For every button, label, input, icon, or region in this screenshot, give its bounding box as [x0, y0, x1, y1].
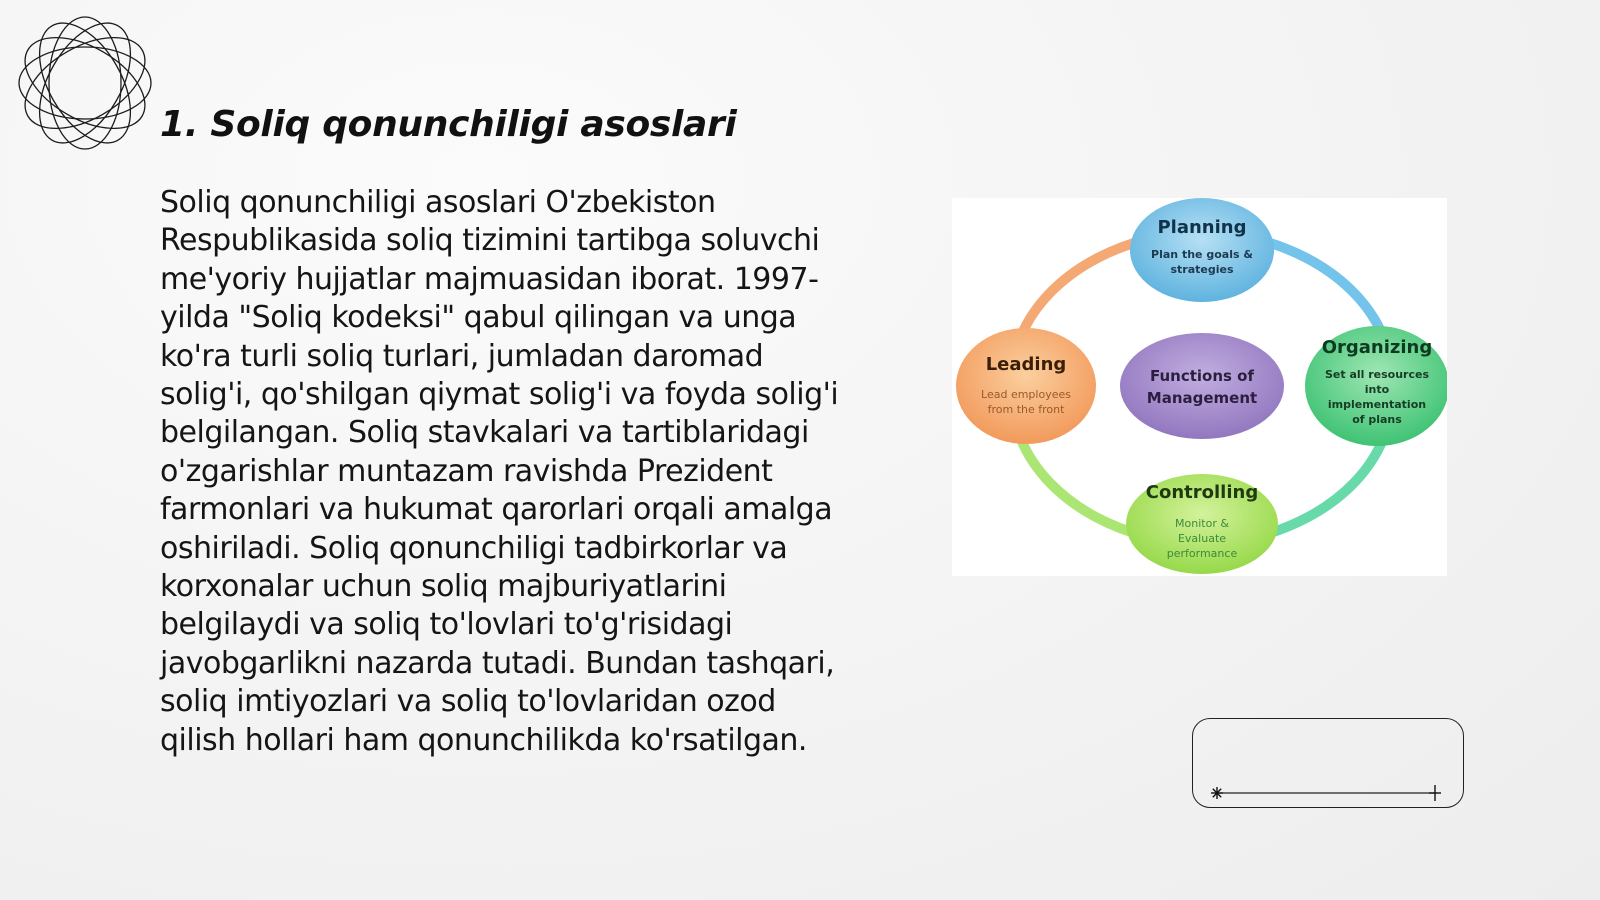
node-leading-title: Leading — [985, 354, 1067, 375]
caption-divider — [1209, 785, 1445, 801]
center-label-line2: Management — [1146, 389, 1258, 407]
node-organizing-desc3: implementation — [1327, 398, 1427, 411]
center-node — [1120, 333, 1284, 439]
node-organizing-desc4: of plans — [1352, 413, 1402, 426]
node-controlling-desc1: Monitor & — [1175, 517, 1229, 530]
node-leading — [956, 328, 1096, 444]
node-planning-desc1: Plan the goals & — [1151, 248, 1253, 261]
center-label-line1: Functions of — [1149, 367, 1255, 385]
node-organizing-title: Organizing — [1321, 337, 1433, 358]
slide-body-text: Soliq qonunchiligi asoslari O'zbekiston Respublikasida soliq tizimini tartibga soluvchi me'yoriy hujjatlar majmuasidan iborat. 1997-yilda "Soliq kodeksi" qabul qilingan va unga ko'ra turli soliq turlari, jumladan daromad solig'i, qo'shilgan qiymat solig'i va foyda solig'i belgilangan. Soliq stavkalari va tartiblaridagi o'zgarishlar muntazam ravishda Prezident farmonlari va hukumat qarorlari orqali amalga oshiriladi. Soliq qonunchiligi tadbirkorlar va korxonalar uchun soliq majburiyatlarini belgilaydi va soliq to'lovlari to'g'risidagi javobgarlikni nazarda tutadi. Bundan tashqari, soliq imtiyozlari va soliq to'lovlaridan ozod qilish hollari ham qonunchilikda ko'rsatilgan. — [160, 185, 839, 758]
node-planning-desc2: strategies — [1170, 263, 1234, 276]
node-controlling-desc3: performance — [1166, 547, 1238, 560]
sparkle-star-icon — [1211, 787, 1223, 799]
node-leading-desc1: Lead employees — [981, 388, 1071, 401]
spirograph-logo-icon — [10, 8, 160, 158]
node-leading-desc2: from the front — [987, 403, 1065, 416]
node-organizing-desc2: into — [1364, 383, 1390, 396]
cross-plus-icon — [1429, 785, 1441, 801]
node-planning — [1130, 198, 1274, 302]
slide-title: 1. Soliq qonunchiligi asoslari — [160, 104, 737, 145]
management-functions-diagram — [952, 198, 1447, 576]
node-organizing-desc1: Set all resources — [1324, 368, 1430, 381]
node-organizing — [1305, 326, 1447, 446]
decorative-caption-box — [1192, 718, 1464, 808]
node-controlling — [1126, 474, 1278, 574]
node-controlling-title: Controlling — [1145, 482, 1259, 503]
node-planning-title: Planning — [1157, 217, 1247, 238]
node-controlling-desc2: Evaluate — [1177, 532, 1227, 545]
